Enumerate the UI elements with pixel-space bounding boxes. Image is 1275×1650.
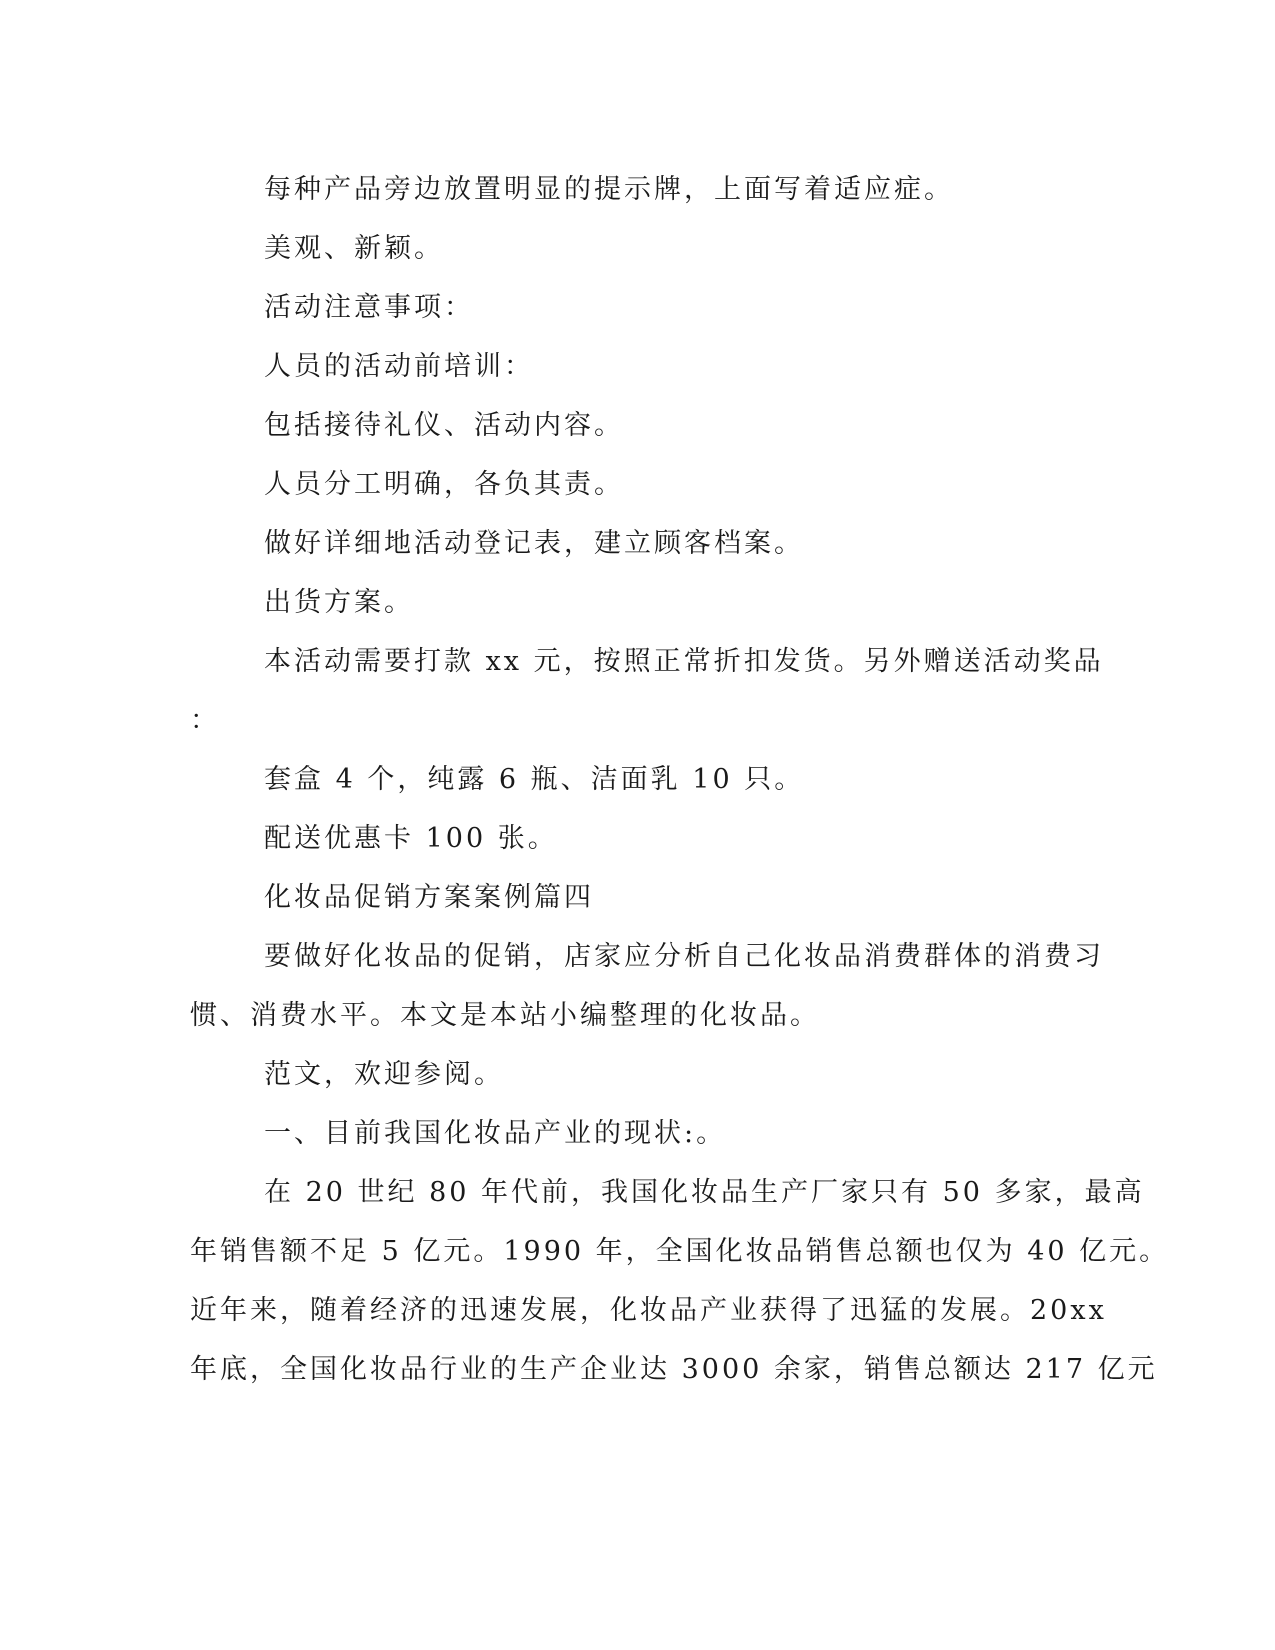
paragraph-line: 美观、新颖。: [264, 233, 444, 264]
paragraph-line: 范文，欢迎参阅。: [264, 1059, 504, 1090]
paragraph-line: 每种产品旁边放置明显的提示牌，上面写着适应症。: [264, 174, 954, 205]
paragraph-line: 人员的活动前培训：: [264, 351, 534, 382]
paragraph-line: 套盒 4 个，纯露 6 瓶、洁面乳 10 只。: [264, 764, 805, 795]
paragraph-line: 惯、消费水平。本文是本站小编整理的化妆品。: [190, 1000, 820, 1031]
paragraph-line: ：: [190, 705, 220, 736]
paragraph-line: 本活动需要打款 xx 元，按照正常折扣发货。另外赠送活动奖品: [264, 646, 1104, 677]
paragraph-line: 人员分工明确，各负其责。: [264, 469, 624, 500]
paragraph-line: 在 20 世纪 80 年代前，我国化妆品生产厂家只有 50 多家，最高: [264, 1177, 1145, 1208]
section-heading: 化妆品促销方案案例篇四: [264, 882, 594, 913]
paragraph-line: 年销售额不足 5 亿元。1990 年，全国化妆品销售总额也仅为 40 亿元。: [190, 1236, 1170, 1267]
paragraph-line: 配送优惠卡 100 张。: [264, 823, 558, 854]
paragraph-line: 做好详细地活动登记表，建立顾客档案。: [264, 528, 804, 559]
paragraph-line: 包括接待礼仪、活动内容。: [264, 410, 624, 441]
paragraph-line: 活动注意事项：: [264, 292, 474, 323]
paragraph-line: 出货方案。: [264, 587, 414, 618]
paragraph-line: 一、目前我国化妆品产业的现状:。: [264, 1118, 727, 1149]
paragraph-line: 近年来，随着经济的迅速发展，化妆品产业获得了迅猛的发展。20xx: [190, 1295, 1107, 1326]
paragraph-line: 要做好化妆品的促销，店家应分析自己化妆品消费群体的消费习: [264, 941, 1104, 972]
paragraph-line: 年底，全国化妆品行业的生产企业达 3000 余家，销售总额达 217 亿元: [190, 1354, 1158, 1385]
